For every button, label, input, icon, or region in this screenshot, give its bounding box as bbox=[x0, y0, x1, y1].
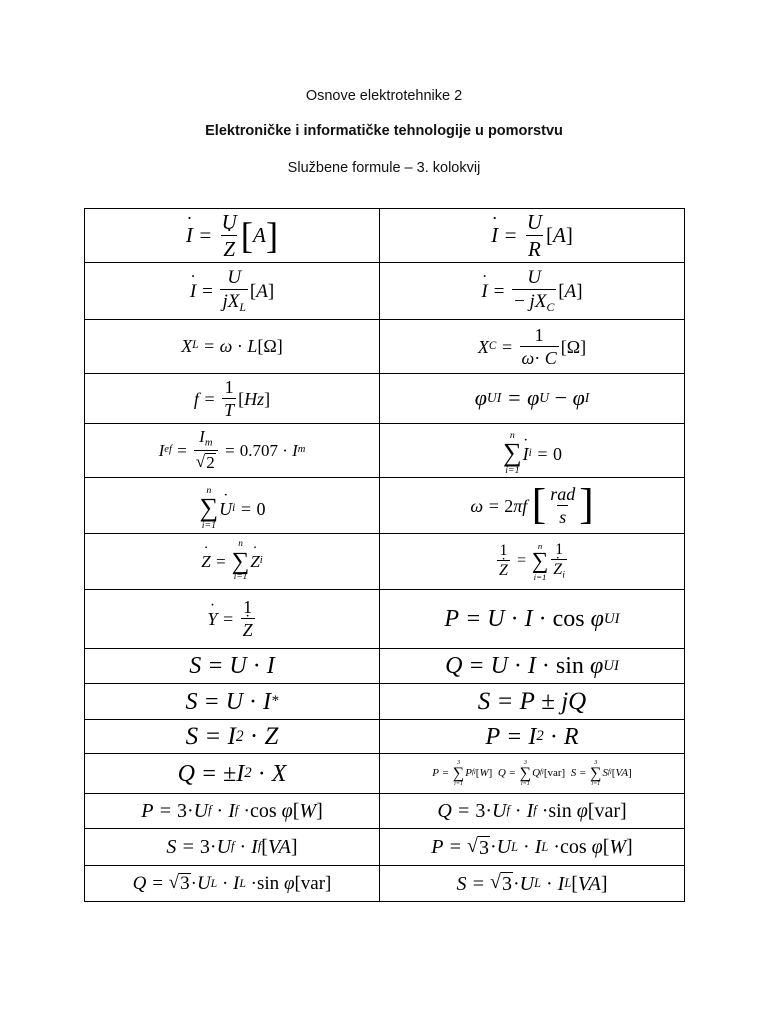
formula-row bbox=[85, 320, 685, 374]
formula-effective-current: I ef = $I_m$ √ 2 = 0.707 · I m bbox=[85, 424, 380, 478]
formula-active-power-resistance: P = I 2 · R bbox=[380, 720, 685, 754]
formula-row bbox=[85, 684, 685, 720]
formula-row bbox=[85, 720, 685, 754]
formula-complex-apparent-power: ˙ S = ˙ U · ˙ I * bbox=[85, 684, 380, 720]
program-title: Elektroničke i informatičke tehnologije u pomorstvu bbox=[205, 123, 563, 139]
formula-angular-frequency: ω = 2 πf [ rad s ] bbox=[380, 478, 685, 534]
formula-phase-reactive-power: Q = 3 · U f · I f · sin φ [var] bbox=[380, 794, 685, 829]
formula-row bbox=[85, 424, 685, 478]
formula-row bbox=[85, 263, 685, 320]
formula-admittance: ˙ Y = 1 ˙ Z bbox=[85, 590, 380, 649]
formula-row bbox=[85, 754, 685, 794]
formula-series-impedance: ˙ Z = n ∑ i=1 ˙ Z i bbox=[85, 534, 380, 590]
formula-frequency: f = 1 T [ Hz ] bbox=[85, 374, 380, 424]
formula-reactive-power-reactance: Q = ± I 2 · X bbox=[85, 754, 380, 794]
formula-reactive-power: Q = U · I · sin φ UI bbox=[380, 649, 685, 684]
formula-row bbox=[85, 534, 685, 590]
formula-phase-active-power: P = 3 · U f · I f · cos φ [ W ] bbox=[85, 794, 380, 829]
formula-line-active-power: P = √ 3 · U L · I L · cos φ [ W ] bbox=[380, 829, 685, 866]
formula-row bbox=[85, 866, 685, 902]
formula-line-reactive-power: Q = √ 3 · U L · I L · sin φ [var] bbox=[85, 866, 380, 902]
formula-table bbox=[84, 208, 685, 902]
formula-kirchhoff-voltage: n ∑ i=1 ˙ U i = 0 bbox=[85, 478, 380, 534]
formula-row bbox=[85, 829, 685, 866]
formula-inductive-reactance: X L = ω · L [Ω] bbox=[85, 320, 380, 374]
formula-apparent-power-impedance: S = I 2 · Z bbox=[85, 720, 380, 754]
formula-capacitive-reactance: X C = 1 ω· C [Ω] bbox=[380, 320, 685, 374]
formula-complex-power-sum: ˙ S = P ± jQ bbox=[380, 684, 685, 720]
formula-apparent-power: S = U · I bbox=[85, 649, 380, 684]
course-title: Osnove elektrotehnike 2 bbox=[305, 88, 463, 104]
formula-phase-apparent-power: S = 3 · U f · I f [ VA ] bbox=[85, 829, 380, 866]
formula-phase-difference: φ UI = φ U − φ I bbox=[380, 374, 685, 424]
formula-row bbox=[85, 590, 685, 649]
formula-current-ohm-resistance: ˙ I = ˙ U R [ A ] bbox=[380, 209, 685, 263]
formula-row bbox=[85, 374, 685, 424]
document-subtitle: Službene formule – 3. kolokvij bbox=[287, 160, 481, 176]
formula-current-inductive: ˙ I = ˙ U $jX_L$ [ A ] bbox=[85, 263, 380, 320]
formula-row bbox=[85, 649, 685, 684]
formula-current-ohm-impedance: ˙ I = ˙ U ˙ Z [ A ] bbox=[85, 209, 380, 263]
formula-row bbox=[85, 209, 685, 263]
formula-three-phase-power-sums: P = 3 ∑ i=1 P fi [ W ] Q = 3 ∑ i=1 Q fi [var] S = 3 ∑ i=1 S fi [ VA ] bbox=[380, 754, 685, 794]
formula-row bbox=[85, 794, 685, 829]
formula-current-capacitive: ˙ I = ˙ U − $jX_C$ [ A ] bbox=[380, 263, 685, 320]
formula-row bbox=[85, 478, 685, 534]
formula-active-power: P = U · I · cos φ UI bbox=[380, 590, 685, 649]
formula-kirchhoff-current: n ∑ i=1 ˙ I i = 0 bbox=[380, 424, 685, 478]
formula-parallel-impedance: 1 ˙ Z = n ∑ i=1 1 ˙ $Z_i$ bbox=[380, 534, 685, 590]
formula-line-apparent-power: S = √ 3 · U L · I L [ VA ] bbox=[380, 866, 685, 902]
